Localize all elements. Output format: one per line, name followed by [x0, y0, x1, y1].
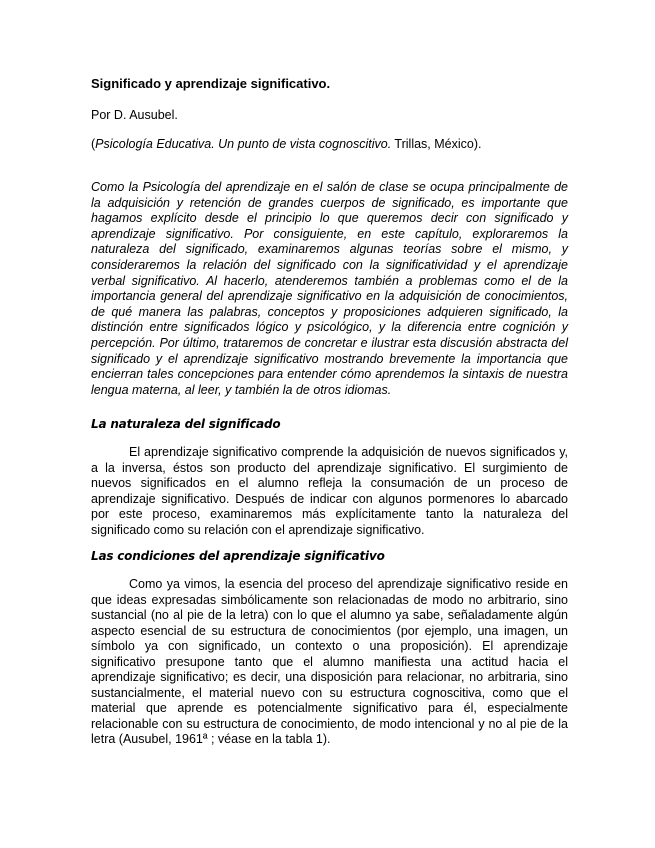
section-heading-condiciones: Las condiciones del aprendizaje significativo: [91, 549, 385, 563]
section-heading-naturaleza: La naturaleza del significado: [91, 417, 281, 431]
section-body-condiciones: Como ya vimos, la esencia del proceso del aprendizaje significativo reside en que ideas expresadas simbólicamente son relacionadas de modo no arbitrario, sino sustancial (no al pie de la letra) con lo que el alumno ya sabe, señaladamente algún aspecto esencial de su estructura de conocimientos (por ejemplo, una imagen, un símbolo ya con significado, un contexto o una proposición). El aprendizaje significativo presupone tanto que el alumno manifiesta una actitud hacia el aprendizaje significativo; es decir, una disposición para relacionar, no arbitraria, sino sustancialmente, el material nuevo con su estructura cognoscitiva, como que el material que aprende es potencialmente significativo para él, especialmente relacionable con su estructura de conocimiento, de modo intencional y no al pie de la letra (Ausubel, 1961ª ; véase en la tabla 1).: [91, 577, 568, 746]
section-body-naturaleza: El aprendizaje significativo comprende la adquisición de nuevos significados y, a la inversa, éstos son producto del aprendizaje significativo. El surgimiento de nuevos significados en el alumno refleja la consumación de un proceso de aprendizaje significativo. Después de indicar con algunos pormenores lo abarcado por este proceso, examinaremos más explícitamente tanto la naturaleza del significado como su relación con el aprendizaje significativo.: [91, 445, 568, 537]
document-title: Significado y aprendizaje significativo.: [91, 76, 331, 91]
source-citation: [91, 137, 568, 151]
source-publisher: Trillas, México).: [391, 137, 482, 151]
abstract-paragraph: Como la Psicología del aprendizaje en el salón de clase se ocupa principalmente de la adquisición y retención de grandes cuerpos de significado, es importante que hagamos explícito desde el principio lo que queremos decir con significado y aprendizaje significativo. Por consiguiente, en este capítulo, exploraremos la naturaleza del significado, examinaremos algunas teorías sobre el mismo, y consideraremos la relación del significado con la significatividad y el aprendizaje verbal significativo. Al hacerlo, atenderemos también a problemas como el de la importancia general del aprendizaje significativo en la adquisición de conocimientos, de qué manera las palabras, conceptos y proposiciones adquieren significado, la distinción entre significados lógico y psicológico, y la diferencia entre cognición y percepción. Por último, trataremos de concretar e ilustrar esta discusión abstracta del significado y el aprendizaje significativo mostrando brevemente la importancia que encierran tales concepciones para entender cómo aprendemos la sintaxis de nuestra lengua materna, al leer, y también la de otros idiomas.: [91, 180, 568, 397]
source-work-title: Psicología Educativa. Un punto de vista cognoscitivo.: [95, 137, 392, 151]
author-line: Por D. Ausubel.: [91, 108, 178, 122]
source-open-paren: (: [91, 137, 96, 151]
